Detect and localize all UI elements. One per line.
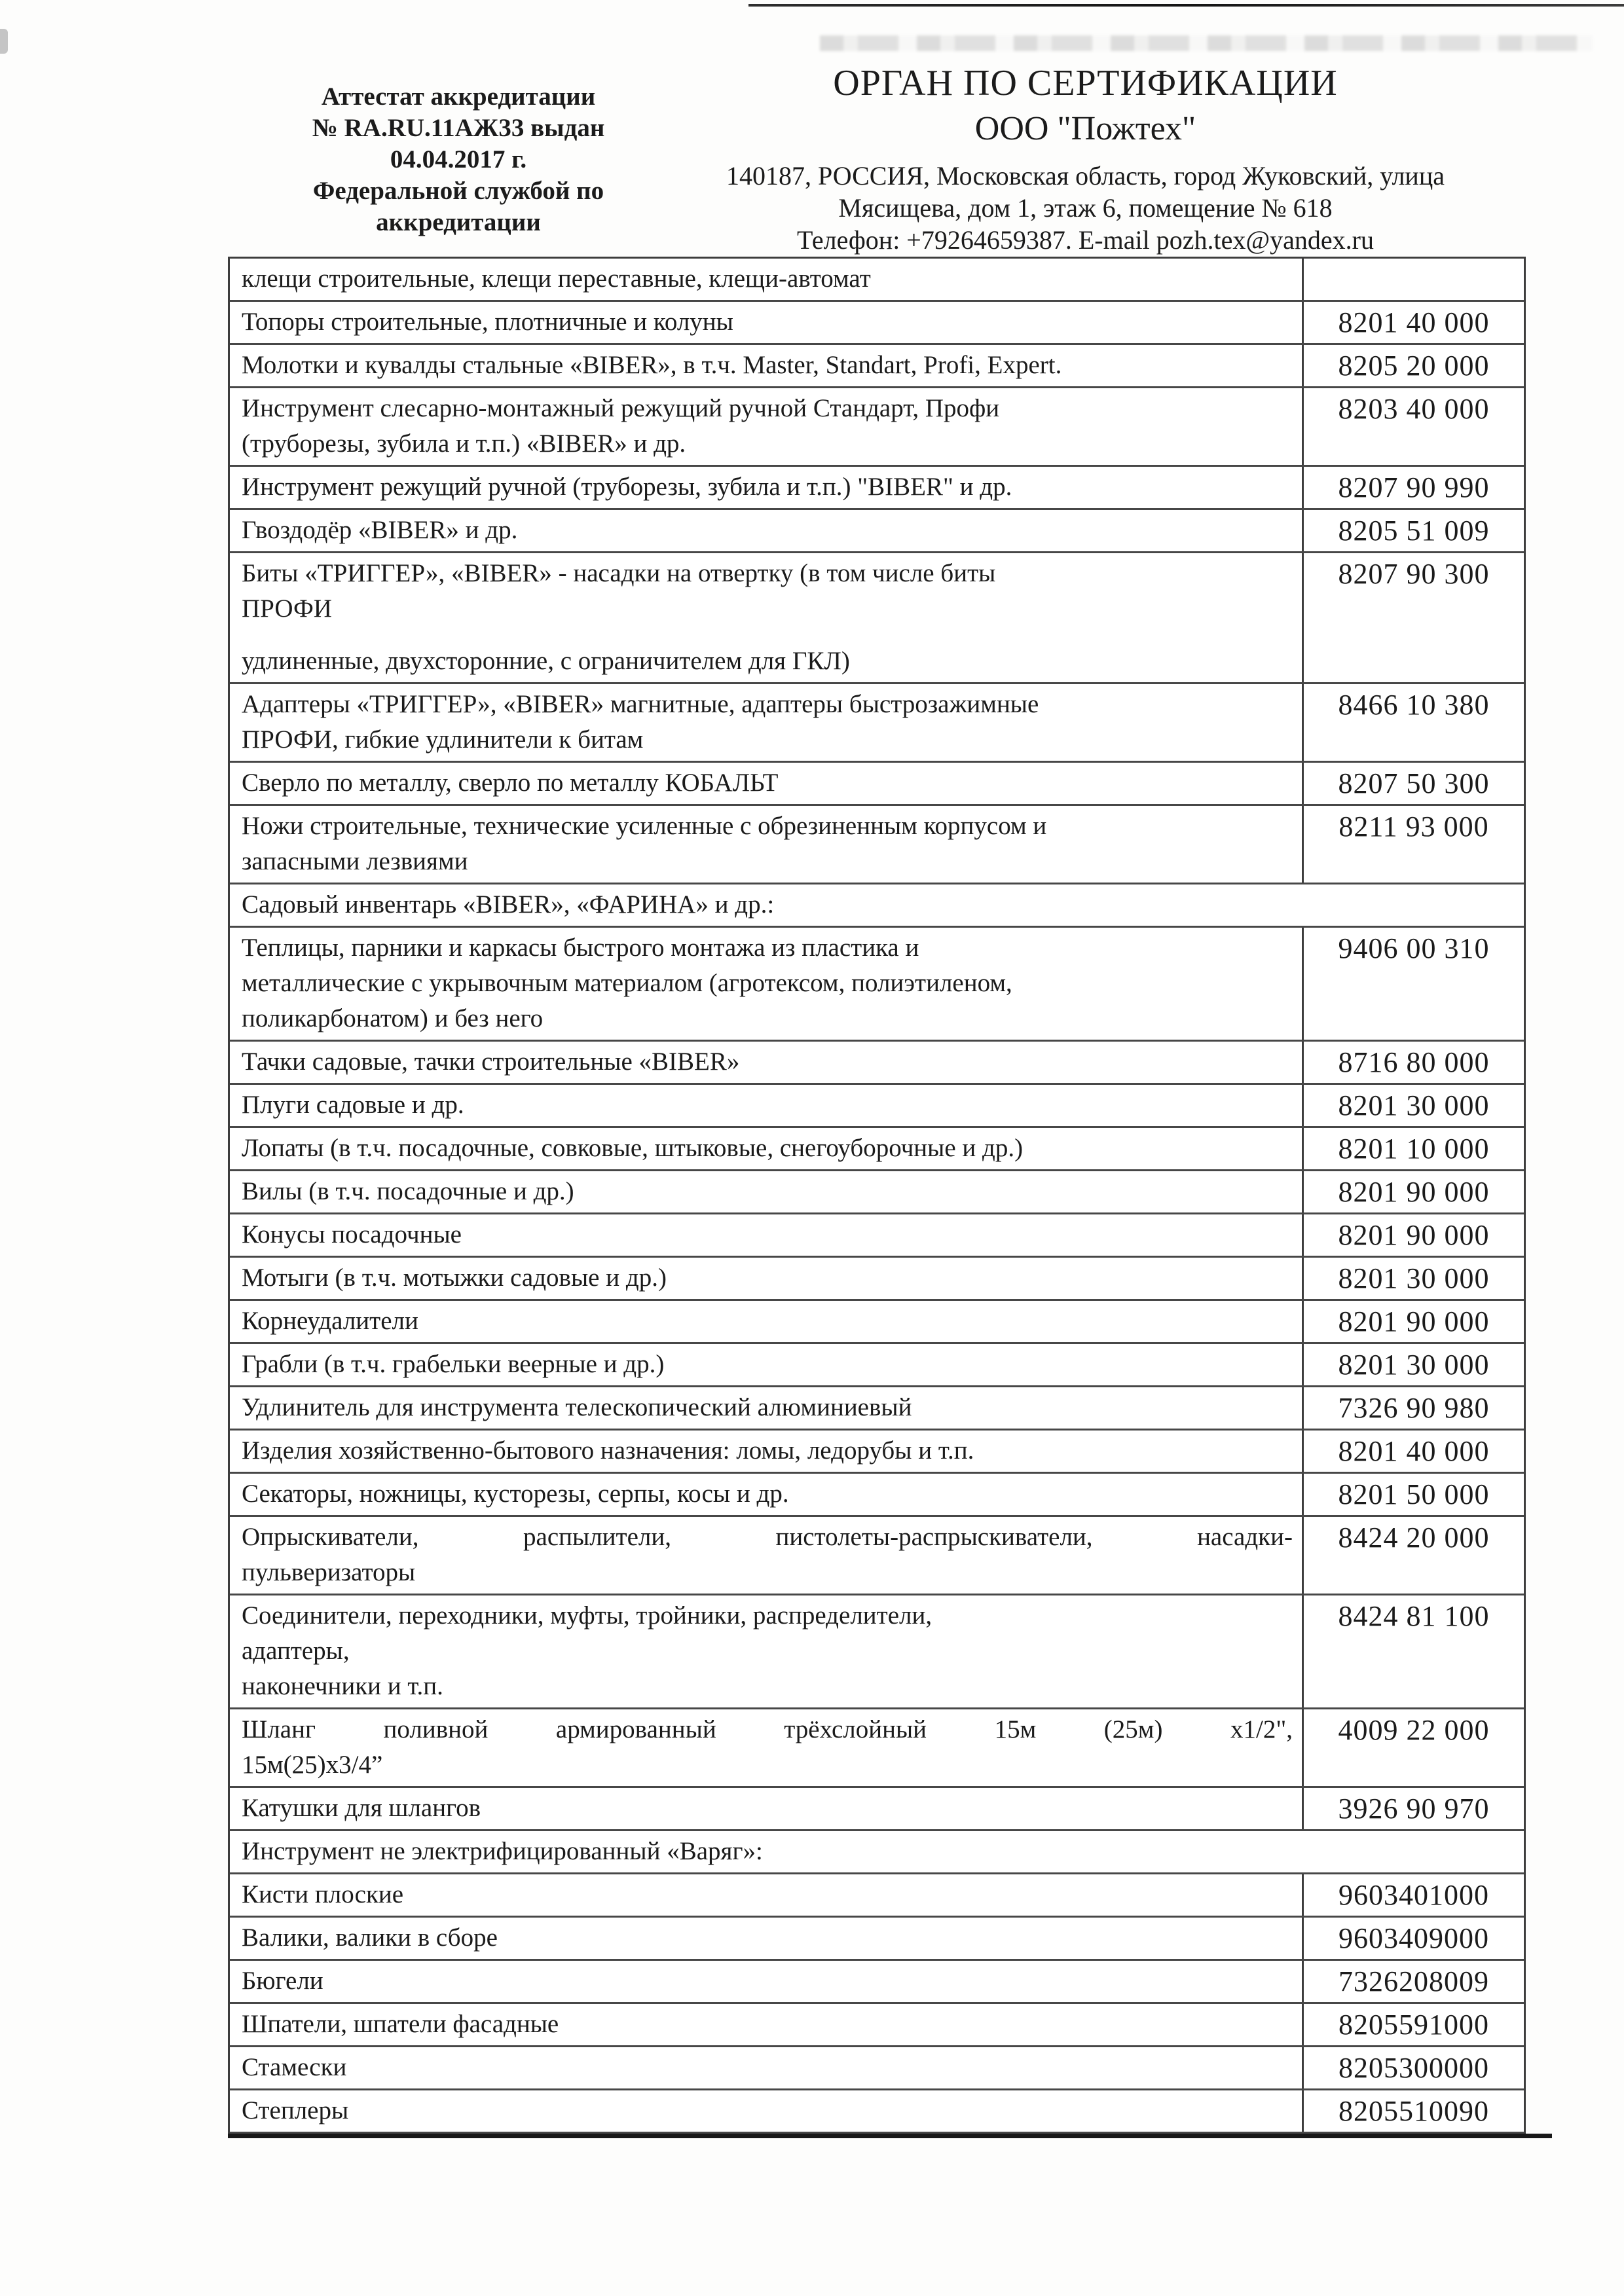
item-description (230, 684, 1304, 761)
item-code: 8201 40 000 (1338, 306, 1490, 338)
item-code: 8201 50 000 (1338, 1478, 1490, 1510)
item-description (230, 1085, 1304, 1126)
goods-table (228, 257, 1526, 2138)
item-description-line: Шпатели, шпатели фасадные (242, 2010, 559, 2038)
table-row (230, 1214, 1524, 1258)
org-name: ООО "Пожтех" (974, 110, 1196, 147)
item-description-line: Топоры строительные, плотничные и колуны (242, 308, 733, 336)
org-address-line: Телефон: +79264659387. E-mail pozh.tex@yandex.ru (797, 225, 1374, 255)
table-row (230, 1595, 1524, 1709)
item-description-line: Молотки и кувалды стальные «BIBER», в т.ч. Master, Standart, Profi, Expert. (242, 351, 1062, 379)
item-description-line: Теплицы, парники и каркасы быстрого монтажа из пластика и (242, 934, 919, 962)
item-description-line: Биты «ТРИГГЕР», «BIBER» - насадки на отвертку (в том числе биты (242, 559, 996, 587)
item-code: 4009 22 000 (1338, 1714, 1490, 1746)
item-description (230, 1387, 1304, 1429)
item-code: 8205 51 009 (1338, 515, 1490, 547)
item-description (230, 1301, 1304, 1342)
item-description (230, 1831, 1524, 1872)
item-description (230, 1517, 1304, 1594)
item-description-line: Стамески (242, 2053, 347, 2081)
table-row (230, 1171, 1524, 1214)
table-row (230, 1874, 1524, 1918)
scan-edge-artifact (0, 29, 8, 54)
item-description-line: Инструмент режущий ручной (труборезы, зубила и т.п.) "BIBER" и др. (242, 473, 1012, 501)
table-row (230, 1430, 1524, 1474)
item-description (230, 1918, 1304, 1959)
item-description-line: ПРОФИ, гибкие удлинители к битам (242, 725, 644, 754)
item-description (230, 2047, 1304, 2088)
item-code: 8205510090 (1338, 2095, 1489, 2127)
accreditation-line: Федеральной службой по (312, 177, 604, 205)
item-description-line: 15м(25)х3/4” (242, 1751, 383, 1779)
item-code: 8466 10 380 (1338, 689, 1490, 721)
item-description-line: Конусы посадочные (242, 1220, 462, 1248)
item-description-line: Инструмент не электрифицированный «Варяг»: (242, 1837, 763, 1865)
table-row (230, 1301, 1524, 1344)
item-description (230, 2090, 1304, 2132)
accreditation-block (275, 81, 642, 238)
table-row (230, 1085, 1524, 1128)
item-code: 8201 10 000 (1338, 1133, 1490, 1165)
table-row (230, 553, 1524, 684)
item-code: 8207 90 990 (1338, 471, 1490, 503)
table-row (230, 1474, 1524, 1517)
item-description (230, 1128, 1304, 1169)
item-code: 8207 50 300 (1338, 767, 1490, 799)
item-description-line: клещи строительные, клещи переставные, клещи-автомат (242, 264, 871, 293)
item-code: 8205591000 (1338, 2009, 1489, 2041)
item-description (230, 2004, 1304, 2045)
item-description-line: Опрыскиватели, распылители, пистолеты-распрыскиватели, насадки- (242, 1523, 1293, 1551)
item-description (230, 1042, 1304, 1083)
accreditation-line: аккредитации (376, 208, 541, 236)
item-code: 7326 90 980 (1338, 1392, 1490, 1424)
item-description-line: пульверизаторы (242, 1558, 416, 1586)
item-description-line: Валики, валики в сборе (242, 1923, 498, 1952)
item-code: 8205 20 000 (1338, 350, 1490, 382)
table-row (230, 302, 1524, 345)
table-row (230, 1918, 1524, 1961)
item-description (230, 1214, 1304, 1256)
table-row (230, 1517, 1524, 1595)
item-description (230, 1595, 1304, 1707)
item-description-line: Сверло по металлу, сверло по металлу КОБАЛЬТ (242, 769, 779, 797)
item-description-line: Бюгели (242, 1967, 323, 1995)
table-row (230, 763, 1524, 806)
table-row (230, 1258, 1524, 1301)
org-address-line: 140187, РОССИЯ, Московская область, город Жуковский, улица (726, 161, 1445, 191)
item-description (230, 1474, 1304, 1515)
item-code: 8424 81 100 (1338, 1600, 1490, 1632)
item-description-line: запасными лезвиями (242, 847, 468, 875)
table-row (230, 1387, 1524, 1430)
item-description (230, 806, 1304, 883)
item-code: 8424 20 000 (1338, 1522, 1490, 1554)
table-row (230, 510, 1524, 553)
item-description (230, 1430, 1304, 1472)
item-code: 8201 30 000 (1338, 1089, 1490, 1121)
table-row (230, 806, 1524, 884)
item-description-line: Гвоздодёр «BIBER» и др. (242, 516, 518, 544)
item-description (230, 884, 1524, 926)
accreditation-line: № RA.RU.11АЖ33 выдан (312, 114, 605, 142)
item-description-line: Тачки садовые, тачки строительные «BIBER» (242, 1048, 740, 1076)
item-code: 8203 40 000 (1338, 393, 1490, 425)
item-description-line: удлиненные, двухсторонние, с ограничителем для ГКЛ) (242, 647, 850, 675)
org-title: ОРГАН ПО СЕРТИФИКАЦИИ (833, 63, 1338, 103)
item-description-line: Шланг поливной армированный трёхслойный 15м (25м) х1/2", (242, 1715, 1293, 1743)
ghost-text-artifact (820, 35, 1593, 51)
item-code: 8201 30 000 (1338, 1262, 1490, 1294)
item-description (230, 553, 1304, 682)
item-description-line: адаптеры, (242, 1637, 350, 1665)
item-description-line: Корнеудалители (242, 1307, 418, 1335)
item-code: 8207 90 300 (1338, 558, 1490, 590)
item-code: 9603409000 (1338, 1922, 1489, 1954)
item-description-line: Степлеры (242, 2096, 349, 2124)
item-description (230, 388, 1304, 465)
table-row (230, 928, 1524, 1042)
item-description (230, 302, 1304, 343)
item-description-line: Кисти плоские (242, 1880, 404, 1908)
table-row (230, 1128, 1524, 1171)
item-description (230, 345, 1304, 386)
item-description (230, 763, 1304, 804)
item-description (230, 1788, 1304, 1829)
scan-line-artifact (748, 4, 1624, 7)
item-description-line: Адаптеры «ТРИГГЕР», «BIBER» магнитные, адаптеры быстрозажимные (242, 690, 1039, 718)
table-row (230, 2047, 1524, 2090)
item-description (230, 1874, 1304, 1916)
org-address-line: Мясищева, дом 1, этаж 6, помещение № 618 (838, 193, 1333, 223)
item-description (230, 1709, 1304, 1786)
item-description-line: поликарбонатом) и без него (242, 1004, 544, 1032)
item-description-line: Удлинитель для инструмента телескопический алюминиевый (242, 1393, 912, 1421)
item-description (230, 467, 1304, 508)
item-code (1304, 259, 1524, 300)
item-code: 9603401000 (1338, 1879, 1489, 1911)
accreditation-line: 04.04.2017 г. (390, 145, 527, 173)
table-row (230, 884, 1524, 928)
item-description (230, 928, 1304, 1040)
item-description-line: Лопаты (в т.ч. посадочные, совковые, штыковые, снегоуборочные и др.) (242, 1134, 1024, 1162)
table-bottom-border (228, 2134, 1552, 2138)
item-description-line: Катушки для шлангов (242, 1794, 481, 1822)
item-code: 8205300000 (1338, 2052, 1489, 2084)
table-row (230, 2004, 1524, 2047)
item-description-line: Соединители, переходники, муфты, тройники, распределители, (242, 1601, 932, 1630)
table-row (230, 345, 1524, 388)
item-description-line: (труборезы, зубила и т.п.) «BIBER» и др. (242, 429, 686, 458)
item-description-line: ПРОФИ (242, 594, 332, 623)
table-row (230, 684, 1524, 763)
certification-body-block (655, 63, 1516, 256)
table-row (230, 2090, 1524, 2134)
item-code: 8201 90 000 (1338, 1176, 1490, 1208)
table-row (230, 1709, 1524, 1788)
item-code: 8211 93 000 (1338, 811, 1489, 843)
item-description-line: Ножи строительные, технические усиленные с обрезиненным корпусом и (242, 812, 1047, 840)
item-code: 3926 90 970 (1338, 1793, 1490, 1825)
item-description (230, 259, 1304, 300)
table-row (230, 1961, 1524, 2004)
item-description-line: Вилы (в т.ч. посадочные и др.) (242, 1177, 574, 1205)
item-description-line: Инструмент слесарно-монтажный режущий ручной Стандарт, Профи (242, 394, 1000, 422)
item-code: 8716 80 000 (1338, 1046, 1490, 1078)
org-address (655, 160, 1516, 256)
table-row (230, 467, 1524, 510)
item-code: 8201 90 000 (1338, 1305, 1490, 1338)
table-row (230, 1788, 1524, 1831)
item-description-line: Секаторы, ножницы, кусторезы, серпы, косы и др. (242, 1480, 789, 1508)
item-code: 8201 30 000 (1338, 1349, 1490, 1381)
item-description-line: наконечники и т.п. (242, 1672, 443, 1700)
item-description (230, 510, 1304, 551)
item-description (230, 1258, 1304, 1299)
accreditation-line: Аттестат аккредитации (321, 82, 596, 111)
item-description (230, 1171, 1304, 1212)
item-description-line: металлические с укрывочным материалом (агротексом, полиэтиленом, (242, 969, 1012, 997)
item-code: 7326208009 (1338, 1965, 1489, 1997)
item-description-line: Мотыги (в т.ч. мотыжки садовые и др.) (242, 1264, 667, 1292)
item-description (230, 1961, 1304, 2002)
item-description-line: Плуги садовые и др. (242, 1091, 464, 1119)
item-code: 8201 90 000 (1338, 1219, 1490, 1251)
table-row (230, 388, 1524, 467)
item-description (230, 1344, 1304, 1385)
item-description-line: Садовый инвентарь «BIBER», «ФАРИНА» и др.: (242, 890, 775, 919)
item-description-line: Грабли (в т.ч. грабельки веерные и др.) (242, 1350, 665, 1378)
item-code: 8201 40 000 (1338, 1435, 1490, 1467)
table-row (230, 1831, 1524, 1874)
table-row (230, 1344, 1524, 1387)
table-row (230, 259, 1524, 302)
table-row (230, 1042, 1524, 1085)
item-code: 9406 00 310 (1338, 932, 1490, 964)
item-description-line: Изделия хозяйственно-бытового назначения: ломы, ледорубы и т.п. (242, 1436, 974, 1465)
